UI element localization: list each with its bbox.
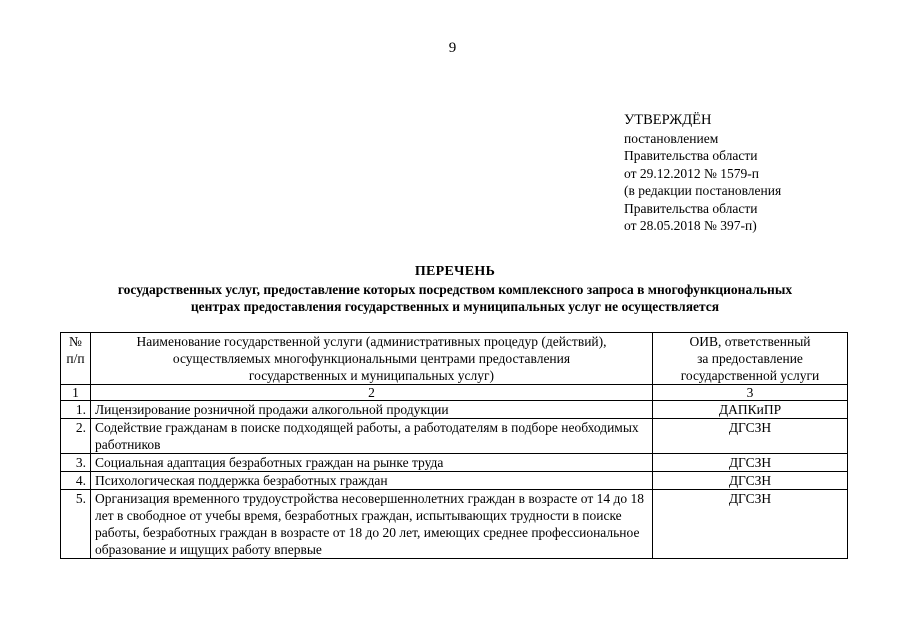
document-subtitle-line: государственных услуг, предоставление которых посредством комплексного запроса в многофункциональных xyxy=(117,282,793,297)
service-name: Организация временного трудоустройства несовершеннолетних граждан в возрасте от 14 до 18 лет в свободное от учебы время, безработных граждан, испытывающих трудности в поиске работы, безработных граждан в возрасте от 18 до 20 лет, имеющих среднее профессиональное образование и ищущих работу впервые xyxy=(91,490,653,559)
row-number: 5. xyxy=(61,490,91,559)
approval-line: Правительства области xyxy=(624,200,758,216)
document-title: ПЕРЕЧЕНЬ xyxy=(414,264,496,279)
column-index: 1 xyxy=(61,385,91,401)
header-text: государственных и муниципальных услуг) xyxy=(248,368,495,383)
approval-line: (в редакции постановления xyxy=(624,183,782,198)
header-text: № xyxy=(69,334,82,349)
header-num xyxy=(61,333,91,385)
row-number: 3. xyxy=(61,454,91,472)
table-row xyxy=(61,401,848,419)
header-oiv xyxy=(653,333,848,385)
table-header-row xyxy=(61,333,848,385)
approval-stamp xyxy=(624,112,781,235)
header-text: п/п xyxy=(66,351,85,366)
row-number: 2. xyxy=(61,419,91,454)
page-number: 9 xyxy=(448,40,457,56)
header-service-name xyxy=(91,333,653,385)
services-table xyxy=(60,332,848,559)
approval-line: Правительства области xyxy=(624,148,758,163)
row-number: 1. xyxy=(61,401,91,419)
approval-head: УТВЕРЖДЁН xyxy=(624,112,712,128)
header-text: ОИВ, ответственный xyxy=(689,334,811,349)
responsible-body: ДАПКиПР xyxy=(653,401,848,419)
service-name: Психологическая поддержка безработных граждан xyxy=(91,472,653,490)
approval-line: от 29.12.2012 № 1579-п xyxy=(624,165,759,181)
header-text: государственной услуги xyxy=(680,368,820,383)
table-row xyxy=(61,472,848,490)
service-name: Лицензирование розничной продажи алкогольной продукции xyxy=(91,401,653,419)
header-text: за предоставление xyxy=(697,351,803,366)
table-row xyxy=(61,419,848,454)
header-text: осуществляемых многофункциональными центрами предоставления xyxy=(172,351,571,366)
responsible-body: ДГСЗН xyxy=(653,490,848,559)
row-number: 4. xyxy=(61,472,91,490)
service-name: Содействие гражданам в поиске подходящей работы, а работодателям в подборе необходимых работников xyxy=(91,419,653,454)
header-text: Наименование государственной услуги (административных процедур (действий), xyxy=(136,334,607,349)
document-heading xyxy=(40,263,870,315)
table-row xyxy=(61,454,848,472)
column-index: 2 xyxy=(91,385,653,401)
approval-line: постановлением xyxy=(624,130,719,146)
column-index: 3 xyxy=(653,385,848,401)
approval-line: от 28.05.2018 № 397-п) xyxy=(624,218,757,233)
responsible-body: ДГСЗН xyxy=(653,419,848,454)
responsible-body: ДГСЗН xyxy=(653,454,848,472)
responsible-body: ДГСЗН xyxy=(653,472,848,490)
service-name: Социальная адаптация безработных граждан на рынке труда xyxy=(91,454,653,472)
document-subtitle-line: центрах предоставления государственных и муниципальных услуг не осуществляется xyxy=(190,299,720,314)
table-row xyxy=(61,490,848,559)
column-index-row xyxy=(61,385,848,401)
